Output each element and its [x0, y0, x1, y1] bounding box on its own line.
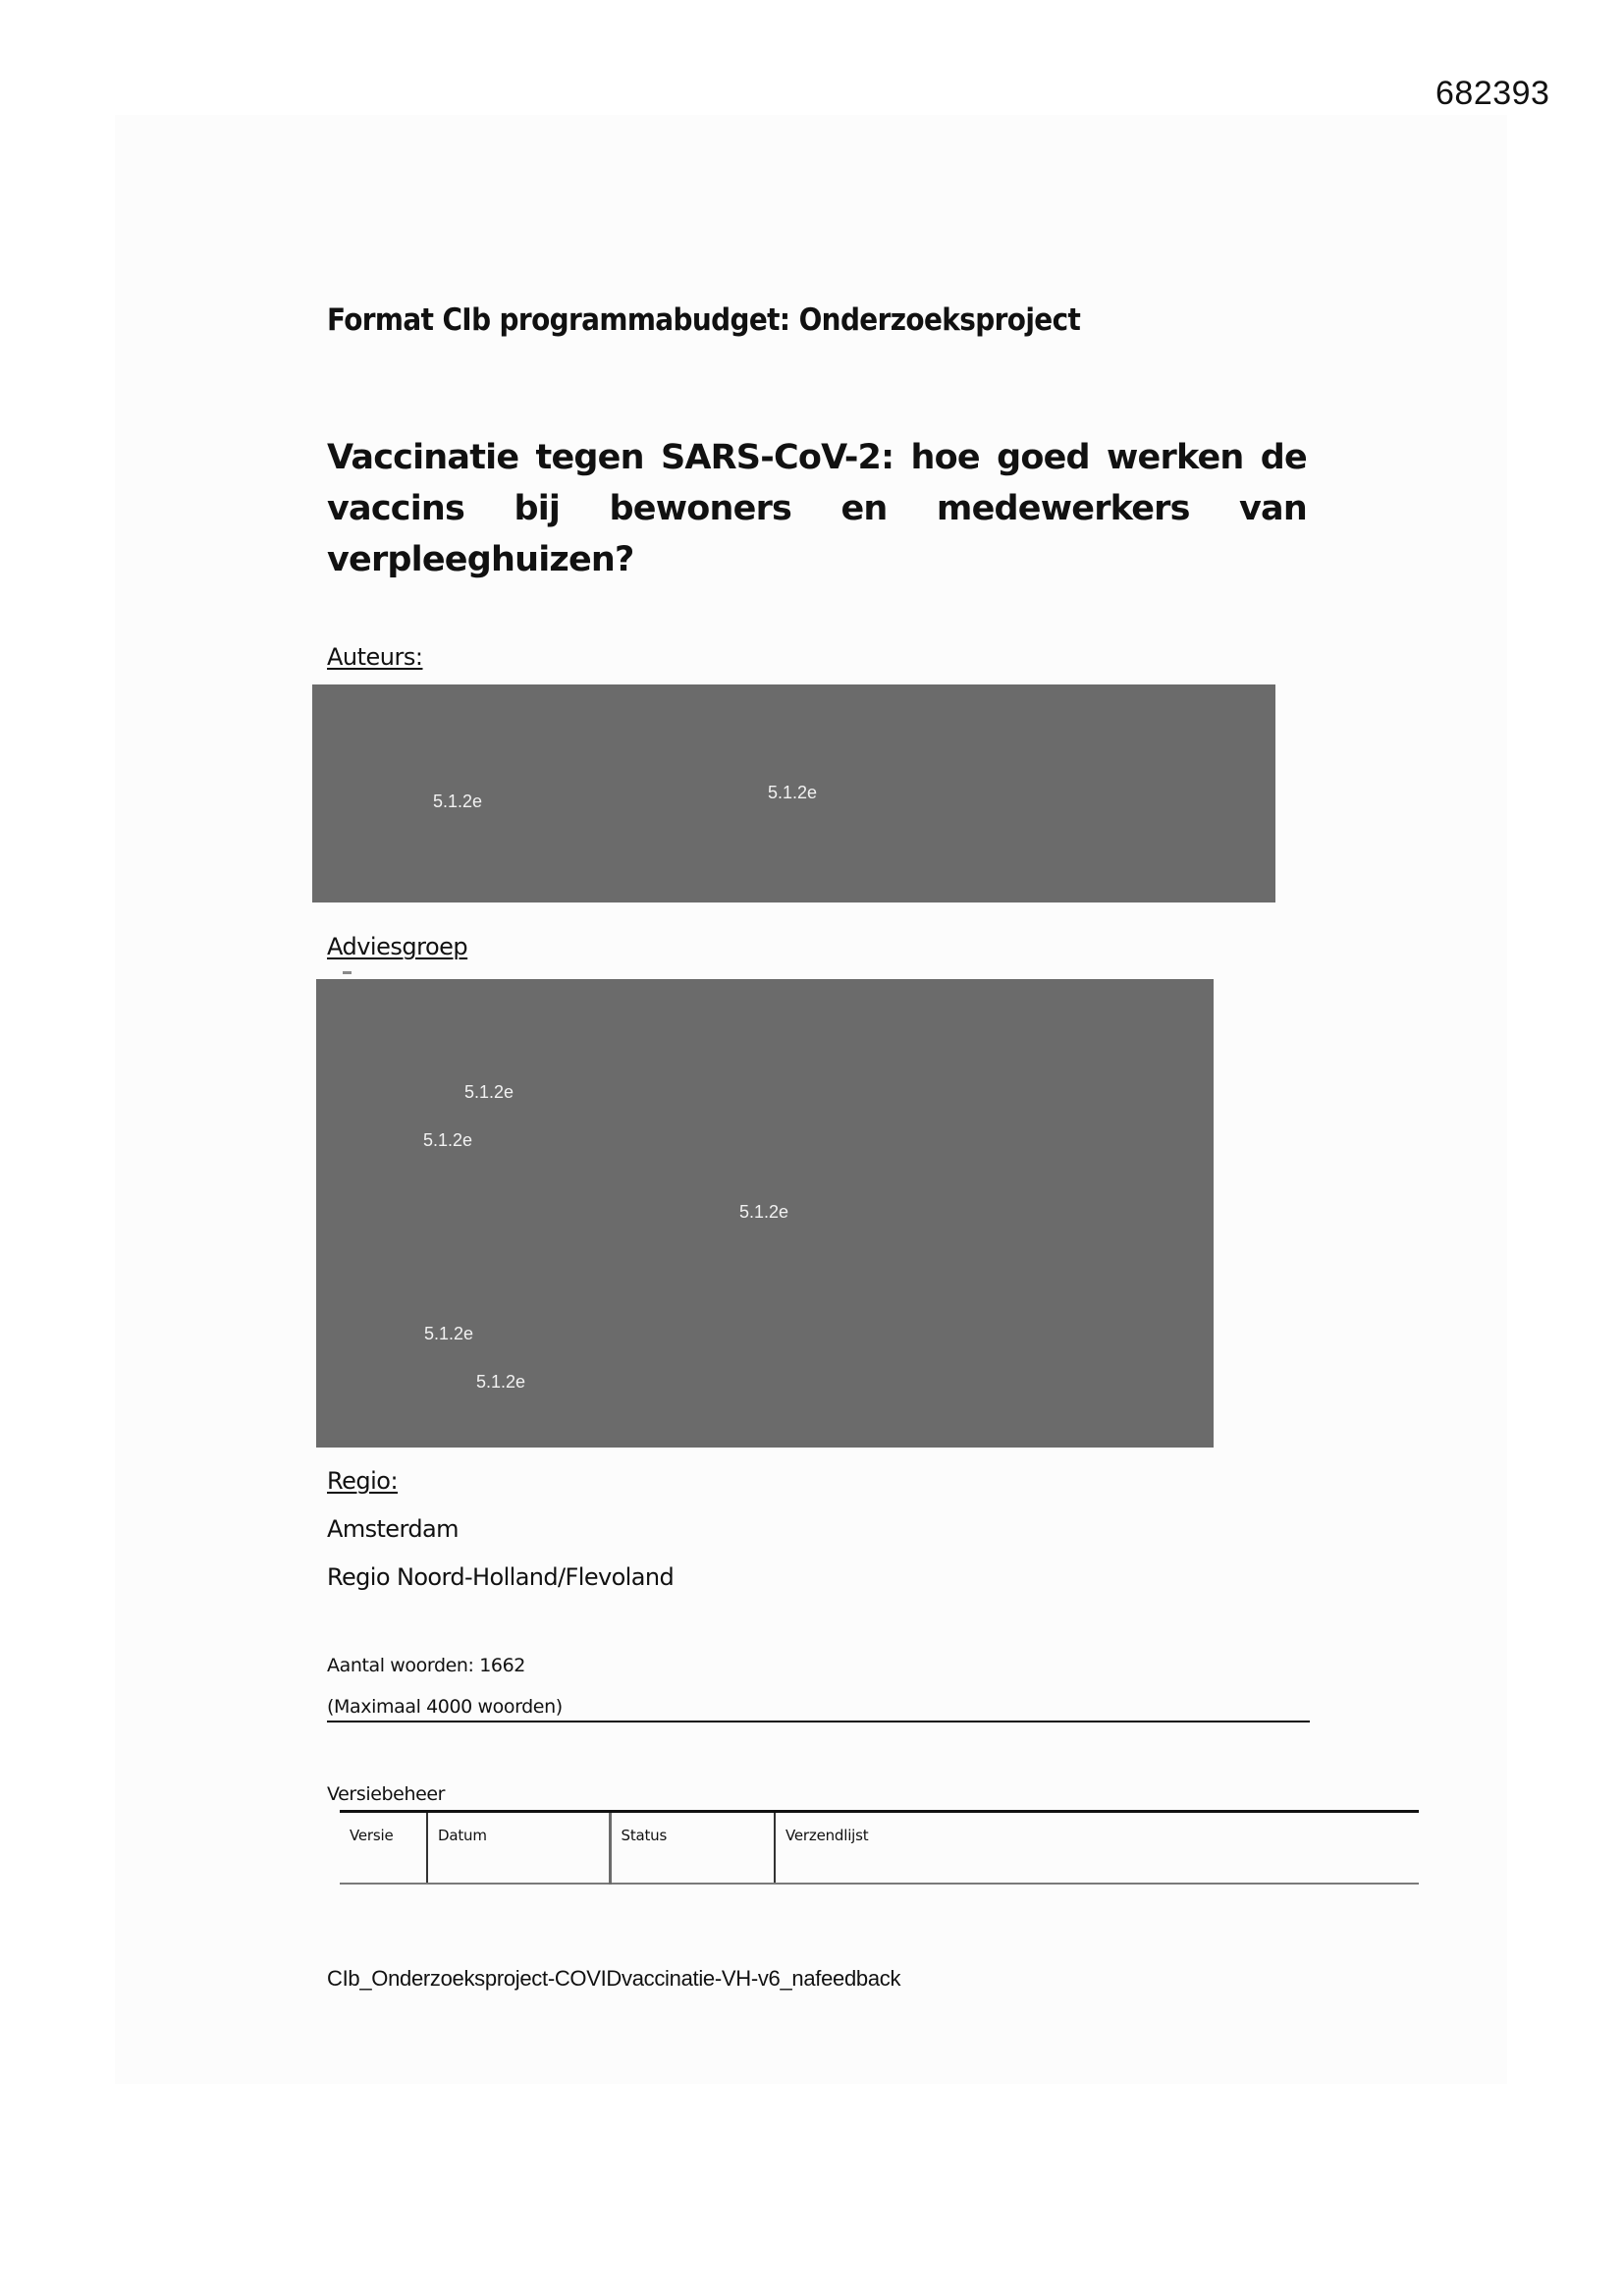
- version-control-label: Versiebeheer: [327, 1783, 446, 1805]
- redaction-label: 5.1.2e: [464, 1082, 514, 1102]
- title-line-3: verpleeghuizen?: [327, 540, 634, 579]
- advisory-group-label: Adviesgroep: [327, 933, 468, 960]
- word-count: Aantal woorden: 1662: [327, 1655, 525, 1676]
- document-id: 682393: [1435, 75, 1550, 112]
- redaction-label: 5.1.2e: [424, 1324, 474, 1343]
- table-header-row: [340, 1812, 1419, 1884]
- divider-rule: [327, 1721, 1310, 1722]
- redaction-label: 5.1.2e: [433, 792, 483, 811]
- footer-filename: CIb_Onderzoeksproject-COVIDvaccinatie-VH-v6_nafeedback: [327, 1966, 901, 1991]
- redaction-label: 5.1.2e: [739, 1202, 789, 1222]
- authors-redaction-box: [312, 684, 1275, 902]
- title-line-2: vaccins bij bewoners en medewerkers van: [327, 489, 1307, 528]
- column-header-datum: Datum: [427, 1812, 610, 1884]
- word-count-max: (Maximaal 4000 woorden): [327, 1696, 563, 1718]
- document-title: [327, 432, 1307, 585]
- column-header-versie: Versie: [340, 1812, 427, 1884]
- title-line-1: Vaccinatie tegen SARS-CoV-2: hoe goed werken de: [327, 438, 1307, 477]
- region-line: Amsterdam: [327, 1515, 459, 1543]
- column-header-verzendlijst: Verzendlijst: [775, 1812, 1419, 1884]
- advisory-group-redaction-box: [316, 979, 1214, 1448]
- region-line: Regio Noord-Holland/Flevoland: [327, 1563, 675, 1591]
- document-heading: Format CIb programmabudget: Onderzoeksproject: [327, 302, 1081, 338]
- redaction-label: 5.1.2e: [476, 1372, 526, 1392]
- column-header-status: Status: [610, 1812, 775, 1884]
- version-table: [340, 1810, 1419, 1885]
- region-label: Regio:: [327, 1467, 399, 1495]
- redaction-label: 5.1.2e: [768, 783, 818, 802]
- redaction-label: 5.1.2e: [423, 1130, 473, 1150]
- authors-label: Auteurs:: [327, 643, 423, 671]
- scan-artifact: [343, 971, 352, 974]
